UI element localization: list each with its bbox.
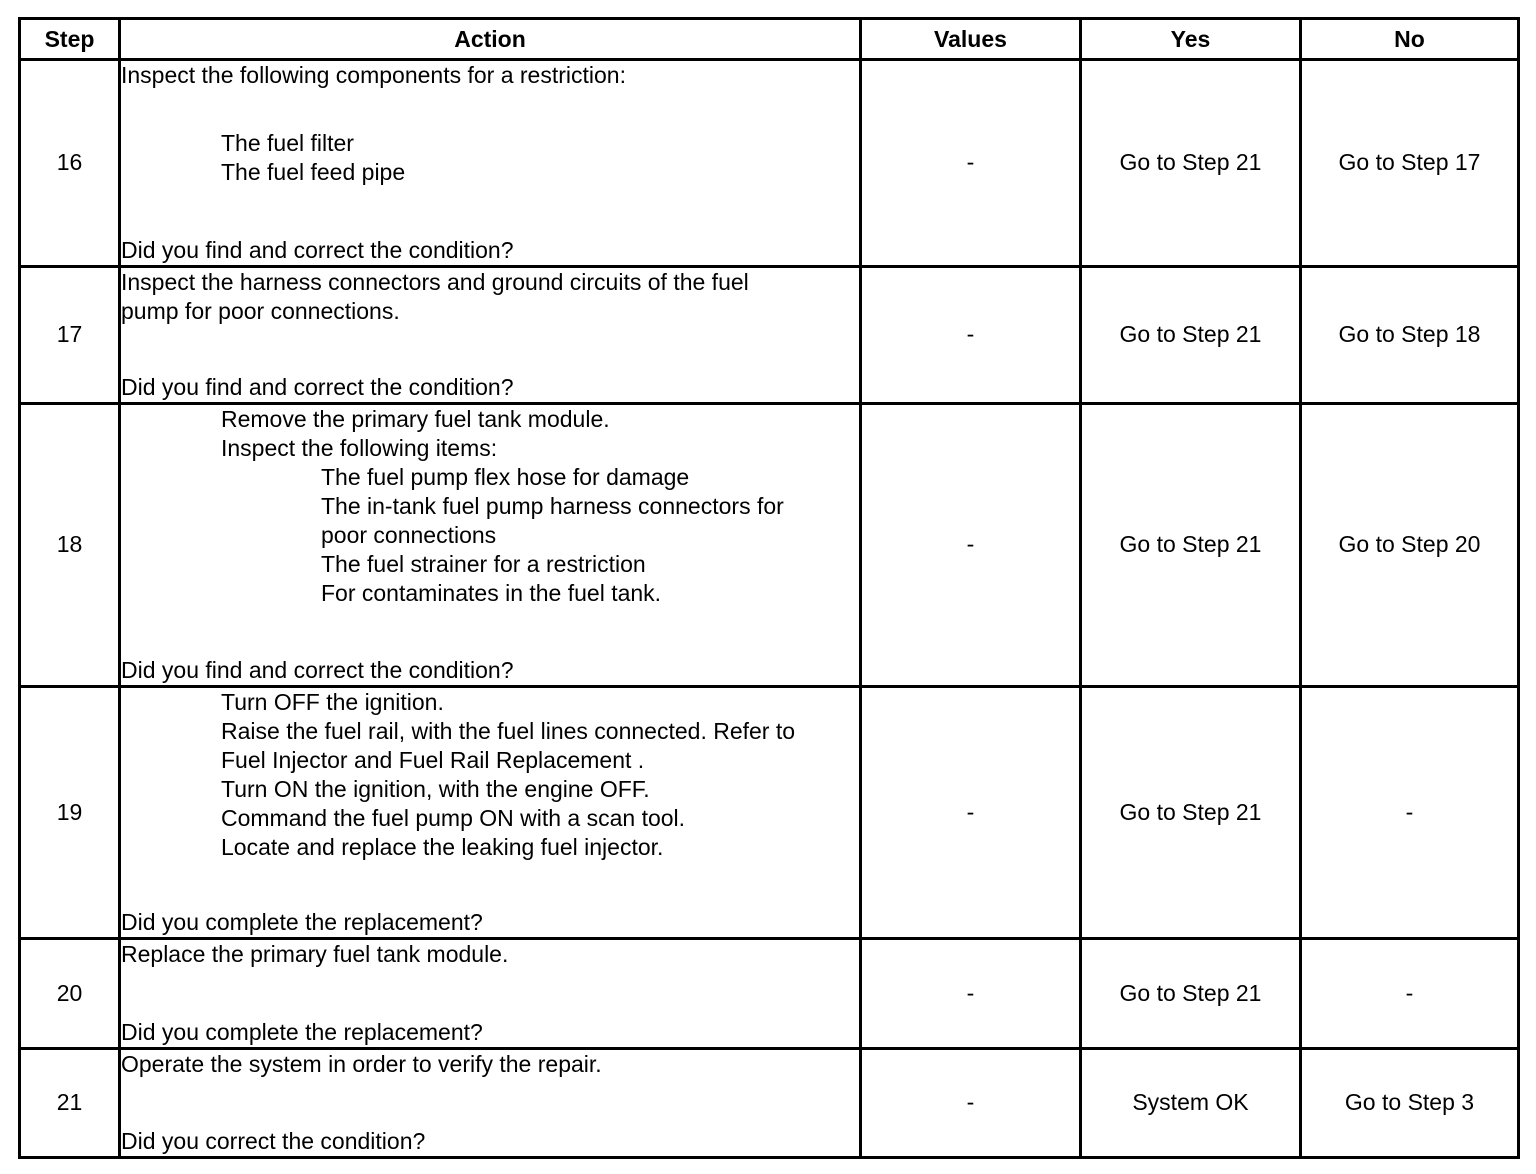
action-step: Fuel Injector and Fuel Rail Replacement . xyxy=(221,746,645,773)
step-number: 16 xyxy=(20,60,120,267)
action-cell xyxy=(120,1048,861,1157)
action-item: The fuel filter xyxy=(221,130,354,156)
action-step: Remove the primary fuel tank module. xyxy=(221,405,610,432)
action-question: Did you complete the replacement? xyxy=(121,909,483,936)
action-step: Locate and replace the leaking fuel injector. xyxy=(221,833,664,860)
action-item: The in-tank fuel pump harness connectors for xyxy=(321,492,784,519)
action-step: Turn OFF the ignition. xyxy=(221,688,444,715)
header-step: Step xyxy=(20,19,120,60)
header-yes: Yes xyxy=(1081,19,1301,60)
action-item: The fuel pump flex hose for damage xyxy=(321,463,690,490)
values-cell: - xyxy=(861,403,1081,686)
table-row xyxy=(20,686,1519,939)
header-values: Values xyxy=(861,19,1081,60)
yes-cell: Go to Step 21 xyxy=(1081,403,1301,686)
no-cell: Go to Step 20 xyxy=(1301,403,1519,686)
action-step: Raise the fuel rail, with the fuel lines connected. Refer to xyxy=(221,717,796,744)
values-cell: - xyxy=(861,939,1081,1048)
step-number: 20 xyxy=(20,939,120,1048)
header-action: Action xyxy=(120,19,861,60)
no-cell: Go to Step 18 xyxy=(1301,266,1519,403)
action-intro: pump for poor connections. xyxy=(121,297,400,324)
table-row xyxy=(20,939,1519,1048)
action-intro: Replace the primary fuel tank module. xyxy=(121,941,509,968)
no-cell: - xyxy=(1301,686,1519,939)
action-step: Inspect the following items: xyxy=(221,434,498,461)
table-row xyxy=(20,403,1519,686)
action-item: For contaminates in the fuel tank. xyxy=(321,579,662,606)
action-question: Did you find and correct the condition? xyxy=(121,373,514,400)
no-cell: - xyxy=(1301,939,1519,1048)
action-question: Did you find and correct the condition? xyxy=(121,236,514,263)
no-cell: Go to Step 17 xyxy=(1301,60,1519,267)
action-intro: Operate the system in order to verify the repair. xyxy=(121,1050,602,1077)
action-cell xyxy=(120,686,861,939)
header-no: No xyxy=(1301,19,1519,60)
action-intro: Inspect the harness connectors and ground circuits of the fuel xyxy=(121,268,749,295)
action-item: The fuel feed pipe xyxy=(221,159,406,185)
action-question: Did you correct the condition? xyxy=(121,1128,426,1154)
table-row xyxy=(20,266,1519,403)
action-cell xyxy=(120,939,861,1048)
no-cell: Go to Step 3 xyxy=(1301,1048,1519,1157)
yes-cell: Go to Step 21 xyxy=(1081,686,1301,939)
step-number: 17 xyxy=(20,266,120,403)
values-cell: - xyxy=(861,266,1081,403)
header-row xyxy=(20,19,1519,60)
action-cell xyxy=(120,403,861,686)
yes-cell: System OK xyxy=(1081,1048,1301,1157)
action-intro: Inspect the following components for a restriction: xyxy=(121,62,626,88)
yes-cell: Go to Step 21 xyxy=(1081,939,1301,1048)
step-number: 19 xyxy=(20,686,120,939)
yes-cell: Go to Step 21 xyxy=(1081,266,1301,403)
action-item: poor connections xyxy=(321,521,497,548)
action-question: Did you find and correct the condition? xyxy=(121,656,514,683)
values-cell: - xyxy=(861,686,1081,939)
action-item: The fuel strainer for a restriction xyxy=(321,550,646,577)
action-cell xyxy=(120,266,861,403)
action-step: Turn ON the ignition, with the engine OFF. xyxy=(221,775,650,802)
action-step: Command the fuel pump ON with a scan tool. xyxy=(221,804,686,831)
action-cell xyxy=(120,60,861,267)
table-row xyxy=(20,60,1519,267)
values-cell: - xyxy=(861,60,1081,267)
yes-cell: Go to Step 21 xyxy=(1081,60,1301,267)
action-question: Did you complete the replacement? xyxy=(121,1018,483,1045)
table-row xyxy=(20,1048,1519,1157)
step-number: 21 xyxy=(20,1048,120,1157)
values-cell: - xyxy=(861,1048,1081,1157)
step-number: 18 xyxy=(20,403,120,686)
diagnostic-table xyxy=(18,17,1520,1159)
